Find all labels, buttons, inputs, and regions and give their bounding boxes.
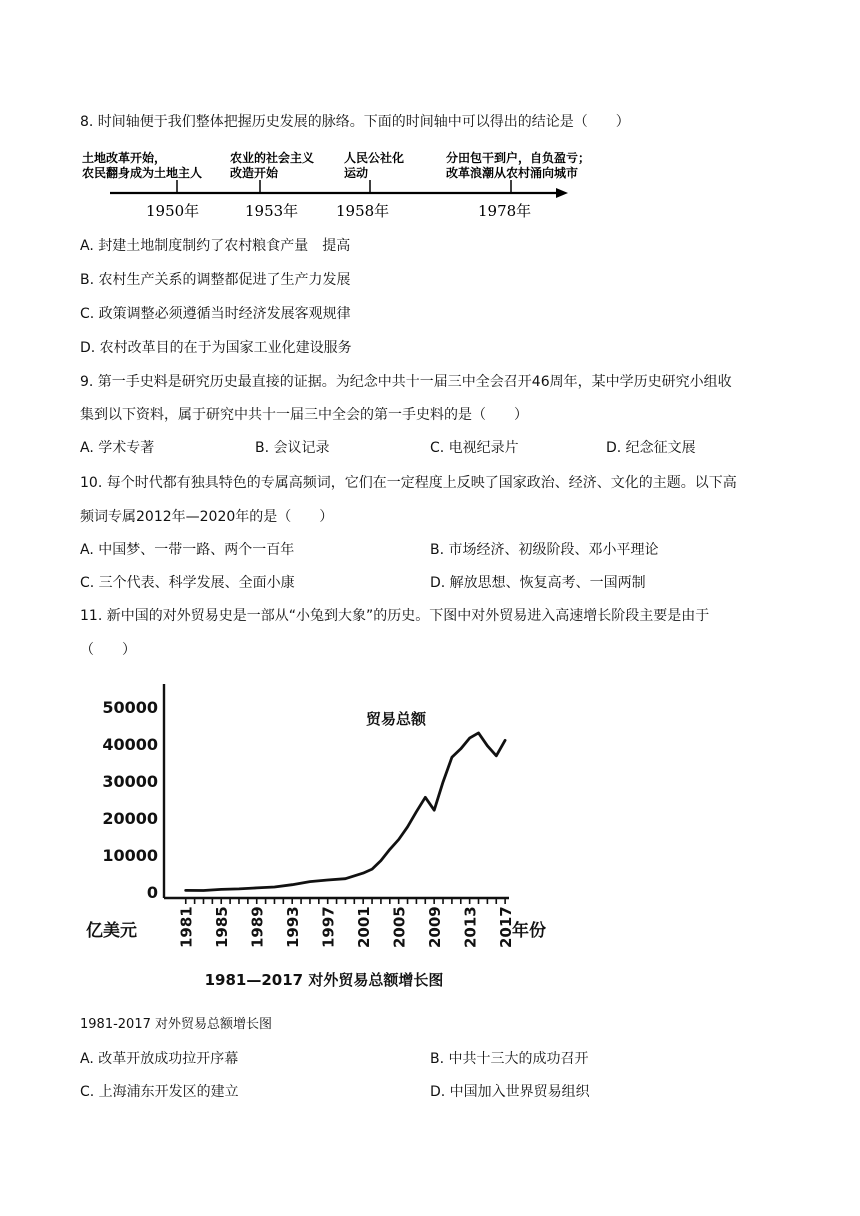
timeline-event-1978-line1: 分田包干到户，自负盈亏；	[446, 151, 591, 165]
q8-option-c[interactable]: C. 政策调整必须遵循当时经济发展客观规律	[80, 306, 351, 322]
timeline-event-1958-line2: 运动	[344, 166, 369, 180]
chart-title: 1981—2017 对外贸易总额增长图	[204, 971, 444, 989]
chart-y-axis-label: 亿美元	[86, 921, 137, 941]
chart-series-line-trade-total	[186, 733, 505, 891]
chart-x-tick-label: 2005	[390, 906, 409, 948]
timeline-event-1950-line2: 农民翻身成为土地主人	[82, 166, 203, 180]
chart-caption: 1981-2017 对外贸易总额增长图	[80, 1017, 272, 1032]
chart-x-tick-label: 1997	[319, 906, 338, 948]
chart-y-tick-label: 20000	[102, 809, 158, 828]
trade-chart	[84, 680, 564, 1000]
timeline-year-1950: 1950年	[146, 202, 200, 220]
timeline-event-1950-line1: 土地改革开始，	[82, 151, 167, 165]
chart-x-axis-label: 年份	[512, 921, 546, 941]
question-9-stem-line1: 9. 第一手史料是研究历史最直接的证据。为纪念中共十一届三中全会召开46周年，某中学历史研究小组收	[80, 374, 732, 390]
question-10-stem-line2: 频词专属2012年—2020年的是（ ）	[80, 509, 334, 525]
chart-x-tick-label: 2009	[426, 906, 445, 948]
timeline-axis	[110, 178, 570, 204]
question-11-stem-line1: 11. 新中国的对外贸易史是一部从“小兔到大象”的历史。下图中对外贸易进入高速增长阶段主要是由于	[80, 608, 710, 624]
chart-y-tick-label: 50000	[102, 698, 158, 717]
chart-x-tick-label: 2017	[497, 906, 516, 948]
chart-y-tick-label: 0	[146, 883, 158, 902]
q9-option-d[interactable]: D. 纪念征文展	[606, 440, 696, 456]
question-8-stem: 8. 时间轴便于我们整体把握历史发展的脉络。下面的时间轴中可以得出的结论是（ ）	[80, 114, 630, 130]
q11-option-a[interactable]: A. 改革开放成功拉开序幕	[80, 1051, 239, 1067]
q10-option-a[interactable]: A. 中国梦、一带一路、两个一百年	[80, 542, 295, 558]
timeline-year-1978: 1978年	[478, 202, 532, 220]
timeline-event-1953-line1: 农业的社会主义	[230, 151, 315, 165]
q11-option-b[interactable]: B. 中共十三大的成功召开	[430, 1051, 589, 1067]
question-9-stem-line2: 集到以下资料，属于研究中共十一届三中全会的第一手史料的是（ ）	[80, 407, 528, 423]
chart-x-tick-label: 1989	[248, 906, 267, 948]
q10-option-c[interactable]: C. 三个代表、科学发展、全面小康	[80, 575, 295, 591]
q10-option-b[interactable]: B. 市场经济、初级阶段、邓小平理论	[430, 542, 659, 558]
chart-x-tick-label: 2001	[355, 906, 374, 948]
q8-option-d[interactable]: D. 农村改革目的在于为国家工业化建设服务	[80, 340, 352, 356]
timeline-event-1958-line1: 人民公社化	[344, 151, 405, 165]
q9-option-c[interactable]: C. 电视纪录片	[430, 440, 519, 456]
chart-x-tick-label: 2013	[461, 906, 480, 948]
timeline-event-1978-line2: 改革浪潮从农村涌向城市	[446, 166, 579, 180]
q8-option-b[interactable]: B. 农村生产关系的调整都促进了生产力发展	[80, 272, 351, 288]
timeline-event-1953-line2: 改造开始	[230, 166, 279, 180]
q11-option-d[interactable]: D. 中国加入世界贸易组织	[430, 1084, 590, 1100]
q9-option-b[interactable]: B. 会议记录	[255, 440, 330, 456]
chart-y-tick-label: 10000	[102, 846, 158, 865]
q10-option-d[interactable]: D. 解放思想、恢复高考、一国两制	[430, 575, 646, 591]
chart-y-tick-label: 30000	[102, 772, 158, 791]
q8-option-a[interactable]: A. 封建土地制度制约了农村粮食产量 提高	[80, 238, 351, 254]
q9-option-a[interactable]: A. 学术专著	[80, 440, 155, 456]
question-10-stem-line1: 10. 每个时代都有独具特色的专属高频词，它们在一定程度上反映了国家政治、经济、文化的主题。以下高	[80, 475, 737, 491]
q11-option-c[interactable]: C. 上海浦东开发区的建立	[80, 1084, 239, 1100]
chart-x-tick-label: 1985	[213, 906, 232, 948]
chart-x-tick-label: 1981	[177, 906, 196, 948]
timeline-year-1958: 1958年	[336, 202, 390, 220]
chart-y-tick-label: 40000	[102, 735, 158, 754]
question-11-stem-line2: （ ）	[80, 642, 136, 658]
chart-series-label: 贸易总额	[366, 710, 427, 728]
timeline-year-1953: 1953年	[245, 202, 299, 220]
chart-x-tick-label: 1993	[284, 906, 303, 948]
